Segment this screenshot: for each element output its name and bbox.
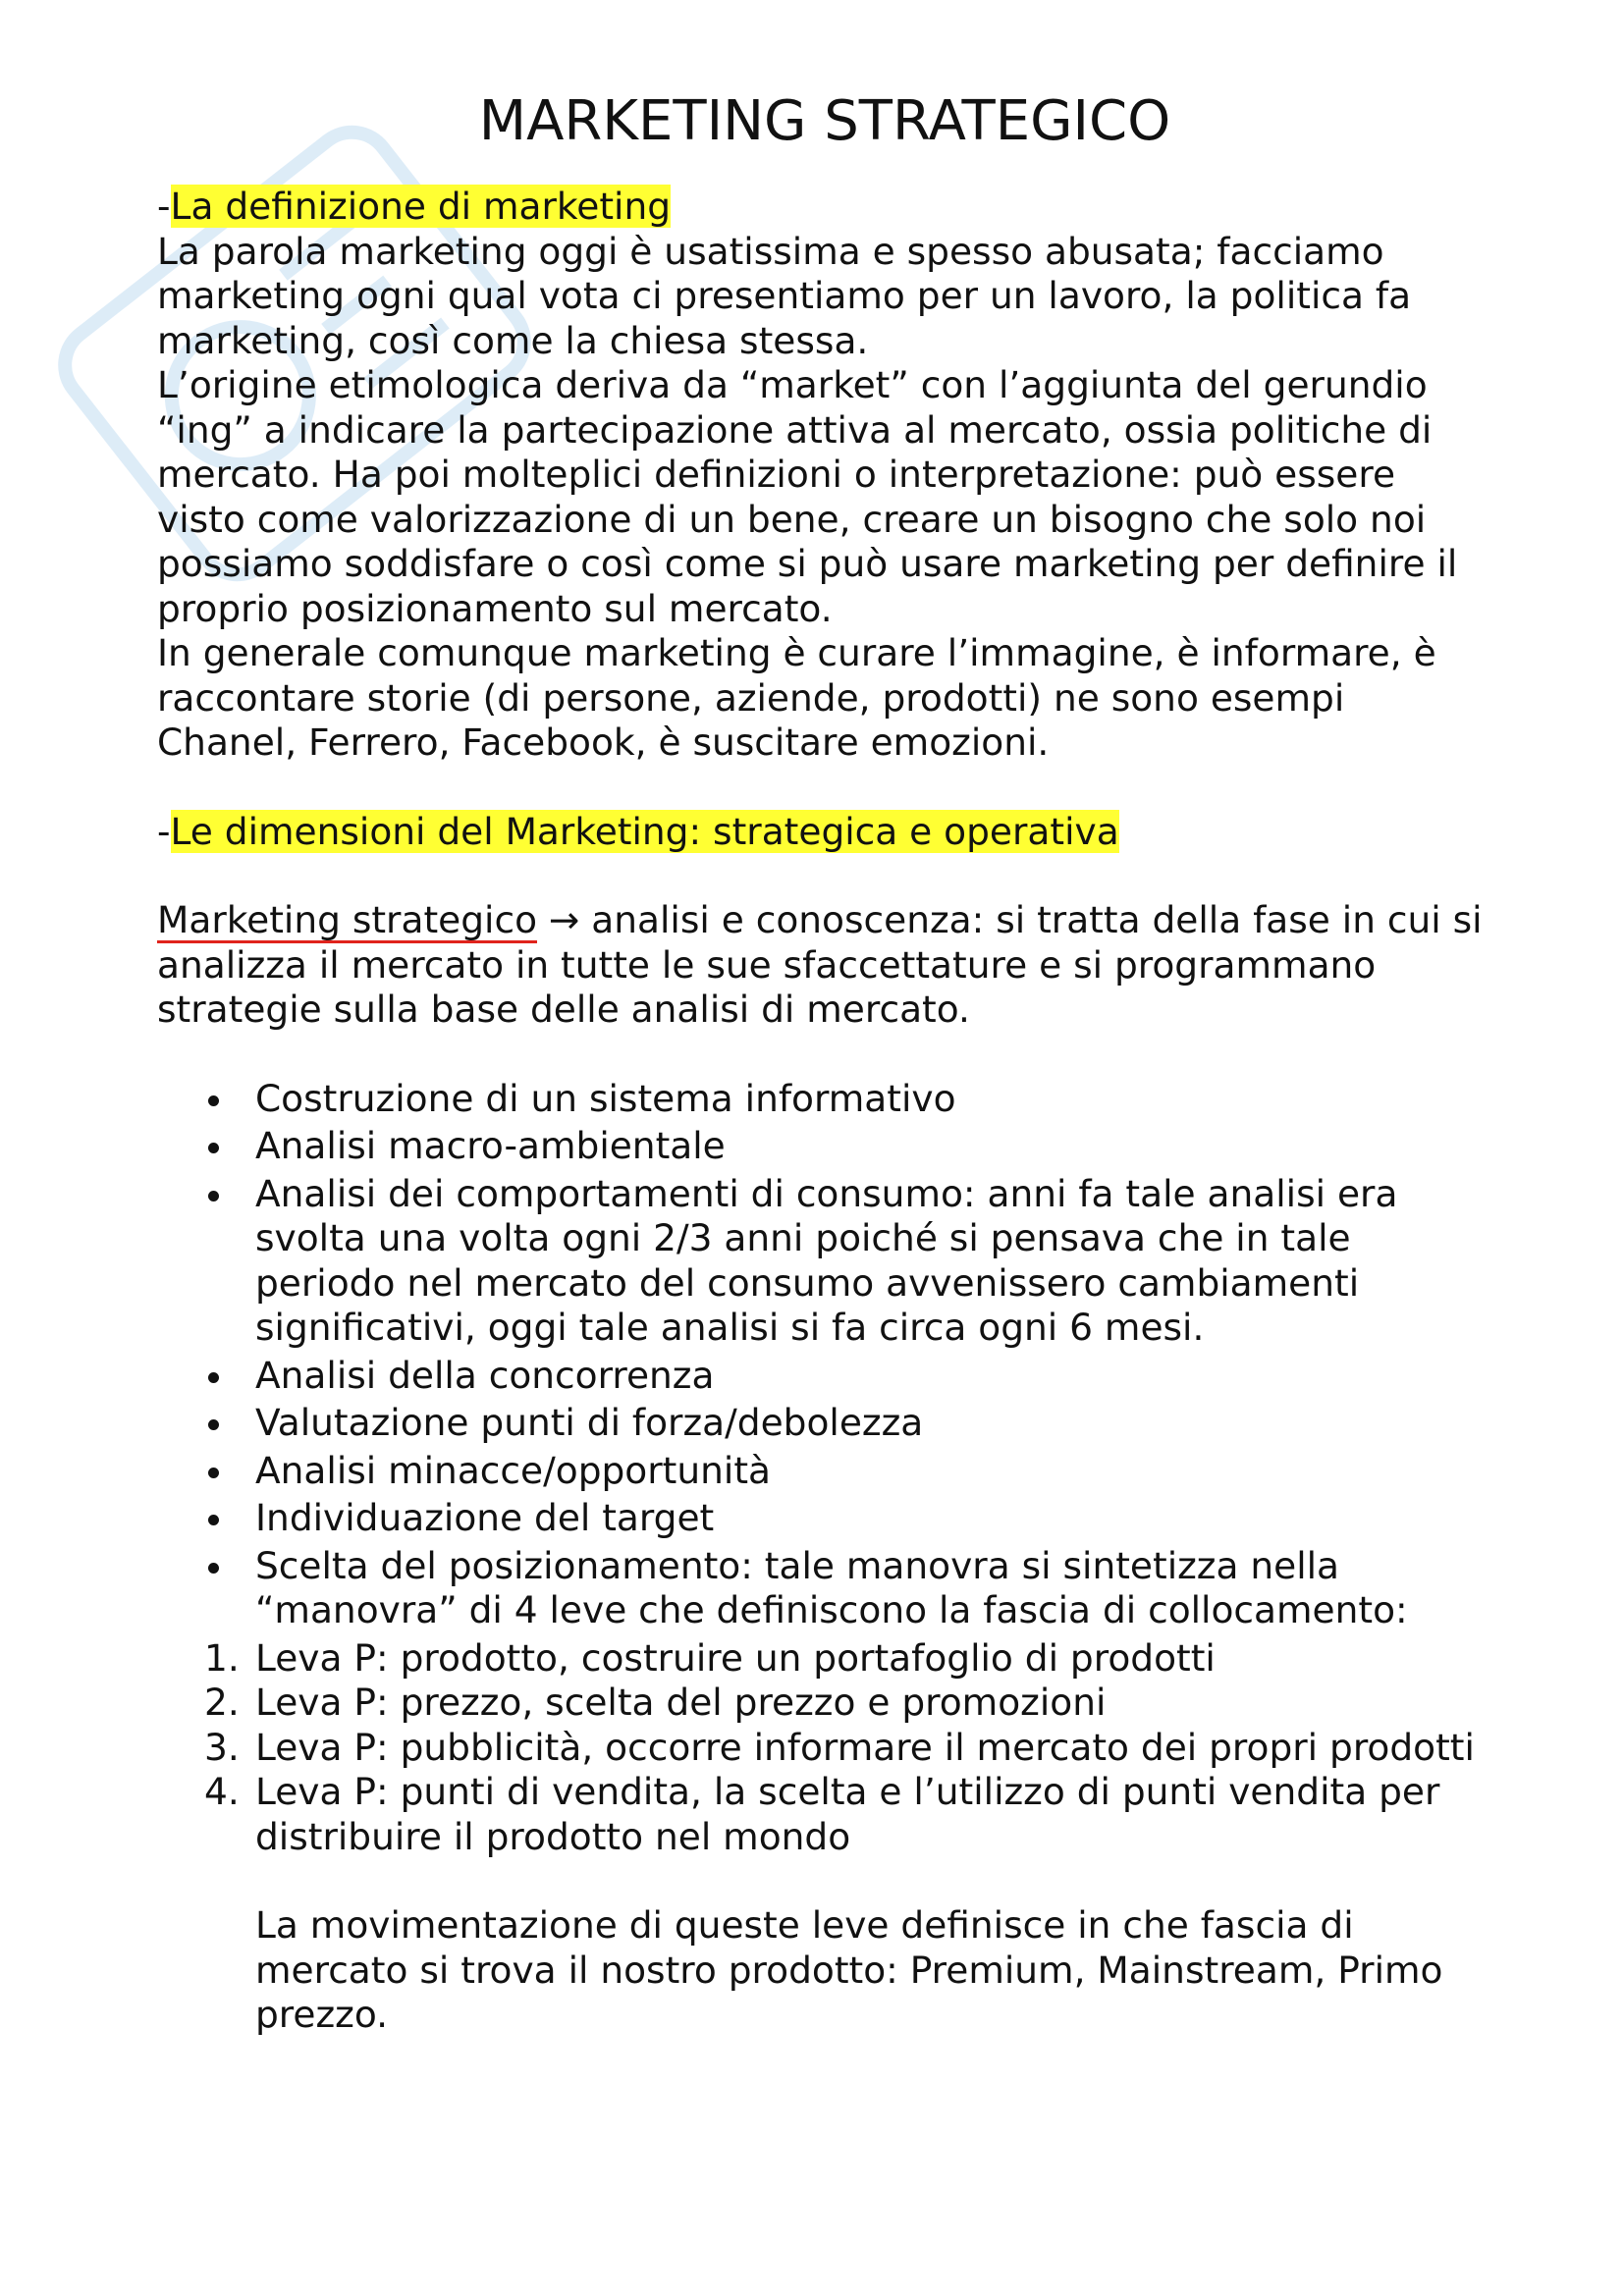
list-item: Analisi macro-ambientale — [255, 1124, 1492, 1169]
bullet-list — [157, 1077, 1492, 1633]
section-heading-definition — [157, 185, 1492, 230]
lever-number: 4. — [204, 1770, 240, 1813]
list-item-text: Scelta del posizionamento: tale manovra si sintetizza nella “manovra” di 4 leve che definiscono la fascia di collocamento: — [255, 1543, 1408, 1631]
list-item: Analisi della concorrenza — [255, 1354, 1492, 1399]
levers-list — [157, 1636, 1492, 2038]
arrow-icon: → — [537, 898, 592, 941]
lever-item — [204, 1635, 1492, 1682]
lever-text: Leva P: punti di vendita, la scelta e l’utilizzo di punti vendita per distribuire il prodotto nel mondo — [255, 1770, 1440, 1858]
lever-item — [204, 1681, 1492, 1726]
section-heading-dimensions — [157, 810, 1492, 855]
lever-text: Leva P: prezzo, scelta del prezzo e promozioni — [255, 1681, 1107, 1724]
document-page — [157, 88, 1492, 2038]
spellcheck-underlined-term: Marketing strategico — [157, 898, 538, 941]
paragraph: La parola marketing oggi è usatissima e spesso abusata; facciamo marketing ogni qual vota ci presentiamo per un lavoro, la politica fa marketing, così come la chiesa stessa. — [157, 229, 1412, 362]
highlighted-heading: La definizione di marketing — [170, 185, 672, 228]
list-item: Valutazione punti di forza/debolezza — [255, 1401, 1492, 1446]
lever-text: Leva P: prodotto, costruire un portafoglio di prodotti — [255, 1635, 1216, 1680]
paragraph: In generale comunque marketing è curare l’immagine, è informare, è raccontare storie (di persone, aziende, prodotti) ne sono esempi Chanel, Ferrero, Facebook, è suscitare emozioni. — [157, 631, 1436, 764]
strategic-description: analisi e conoscenza: si tratta della fase in cui si analizza il mercato in tutte le sue sfaccettature e si programmano strategie sulla base delle analisi di mercato. — [157, 898, 1483, 1031]
list-item: Analisi dei comportamenti di consumo: anni fa tale analisi era svolta una volta ogni 2/3 anni poiché si pensava che in tale periodo nel mercato del consumo avvenissero cambiamenti significativi, oggi tale analisi si fa circa ogni 6 mesi. — [255, 1172, 1492, 1351]
lever-item — [204, 1725, 1492, 1771]
lever-item — [204, 1770, 1492, 2038]
list-item: Costruzione di un sistema informativo — [255, 1077, 1492, 1122]
strategic-marketing-paragraph — [157, 898, 1492, 1033]
list-item-positioning — [255, 1544, 1492, 1633]
highlighted-heading: Le dimensioni del Marketing: strategica e operativa — [170, 809, 1119, 853]
heading-dash: - — [157, 809, 171, 853]
list-item: Analisi minacce/opportunità — [255, 1449, 1492, 1494]
lever-number: 3. — [204, 1725, 240, 1769]
lever-number: 2. — [204, 1681, 240, 1724]
heading-dash: - — [157, 185, 171, 228]
paragraph: L’origine etimologica deriva da “market” con l’aggiunta del gerundio “ing” a indicare la partecipazione attiva al mercato, ossia politiche di mercato. Ha poi molteplici definizioni o interpretazione: può essere visto come valorizzazione di un bene, creare un bisogno che solo noi possiamo soddisfare o così come si può usare marketing per definire il proprio posizionamento sul mercato. — [157, 363, 1458, 630]
page-title: MARKETING STRATEGICO — [478, 89, 1171, 153]
list-item: Individuazione del target — [255, 1496, 1492, 1541]
lever-number: 1. — [204, 1635, 240, 1680]
lever-text: Leva P: pubblicità, occorre informare il mercato dei propri prodotti — [255, 1725, 1475, 1769]
lever-note: La movimentazione di queste leve definisce in che fascia di mercato si trova il nostro prodotto: Premium, Mainstream, Primo prezzo. — [255, 1903, 1443, 2036]
